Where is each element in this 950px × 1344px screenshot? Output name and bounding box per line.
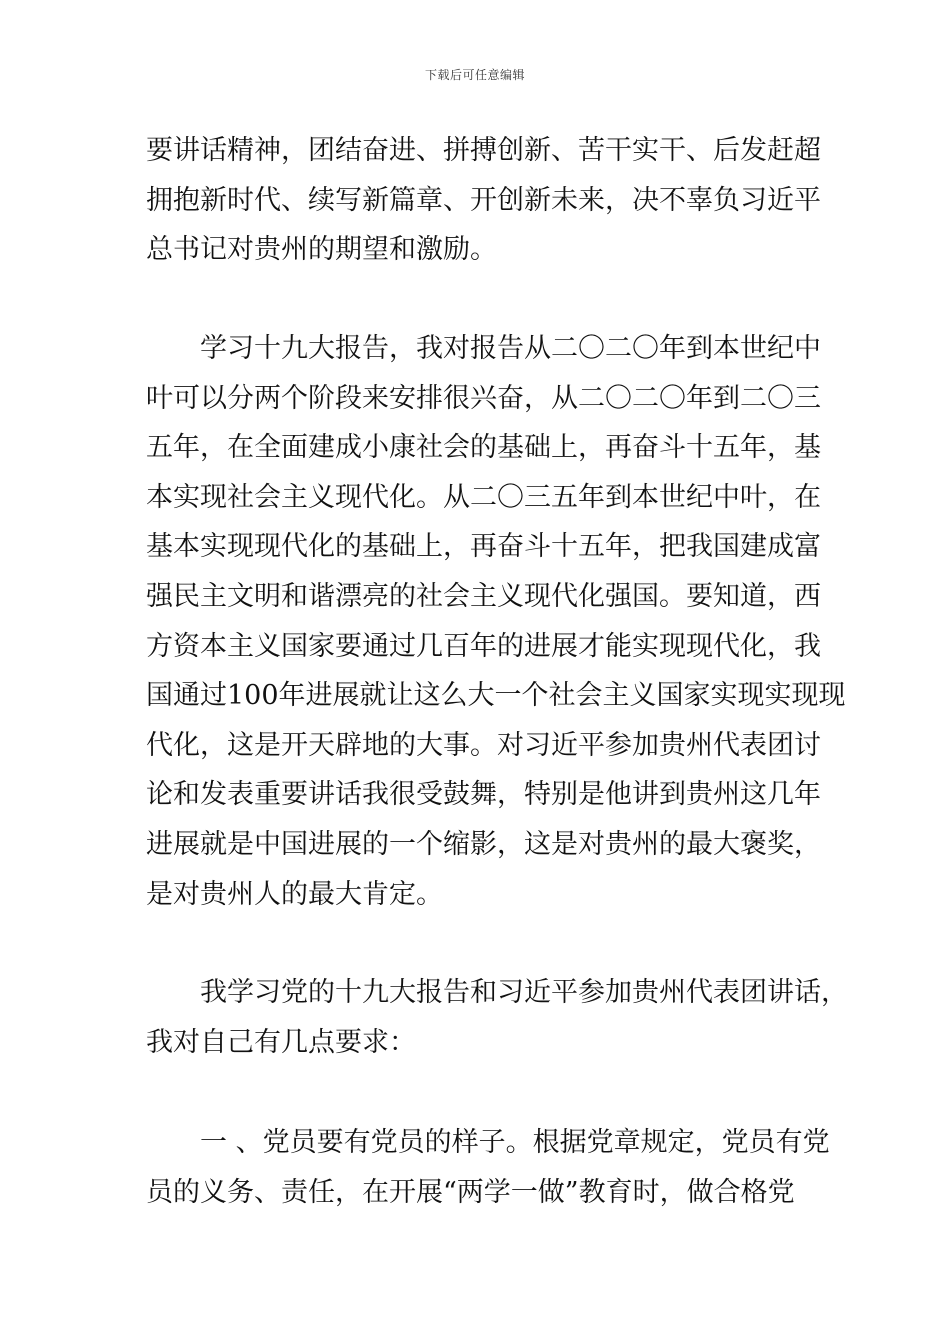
text-line: 我对自己有几点要求： bbox=[146, 1026, 416, 1058]
text-line: 基本实现现代化的基础上，再奋斗十五年，把我国建成富 bbox=[146, 531, 821, 563]
text-line: 五年，在全面建成小康社会的基础上，再奋斗十五年，基 bbox=[146, 432, 821, 464]
text-line: 是对贵州人的最大肯定。 bbox=[146, 878, 443, 910]
text-line: 一 、党员要有党员的样子。根据党章规定，党员有党 bbox=[200, 1127, 830, 1158]
text-line: 代化，这是开天辟地的大事。对习近平参加贵州代表团讨 bbox=[146, 729, 821, 761]
paragraph-continuation bbox=[146, 126, 846, 275]
text-line: 要讲话精神，团结奋进、拼搏创新、苦干实干、后发赶超 bbox=[146, 135, 821, 166]
text-line: 叶可以分两个阶段来安排很兴奋，从二〇二〇年到二〇三 bbox=[146, 382, 821, 414]
text-line: 进展就是中国进展的一个缩影，这是对贵州的最大褒奖， bbox=[146, 828, 821, 860]
header-note: 下载后可任意编辑 bbox=[424, 68, 525, 82]
paragraph-point-one bbox=[146, 1118, 846, 1217]
text-line: 强民主文明和谐漂亮的社会主义现代化强国。要知道，西 bbox=[146, 580, 821, 612]
text-line: 国通过100年进展就让这么大一个社会主义国家实现实现现 bbox=[146, 680, 846, 712]
text-line: 学习十九大报告，我对报告从二〇二〇年到本世纪中 bbox=[200, 333, 821, 364]
text-line: 拥抱新时代、续写新篇章、开创新未来，决不辜负习近平 bbox=[146, 184, 821, 216]
text-line: 总书记对贵州的期望和激励。 bbox=[146, 234, 497, 266]
text-line: 员的义务、责任，在开展“两学一做”教育时，做合格党 bbox=[146, 1176, 795, 1208]
text-line: 方资本主义国家要通过几百年的进展才能实现现代化，我 bbox=[146, 630, 821, 662]
text-line: 我学习党的十九大报告和习近平参加贵州代表团讲话， bbox=[200, 977, 848, 1008]
text-line: 本实现社会主义现代化。从二〇三五年到本世纪中叶，在 bbox=[146, 481, 821, 513]
paragraph-study-report bbox=[146, 324, 846, 919]
text-line: 论和发表重要讲话我很受鼓舞，特别是他讲到贵州这几年 bbox=[146, 779, 821, 811]
paragraph-self-requirements bbox=[146, 968, 846, 1067]
